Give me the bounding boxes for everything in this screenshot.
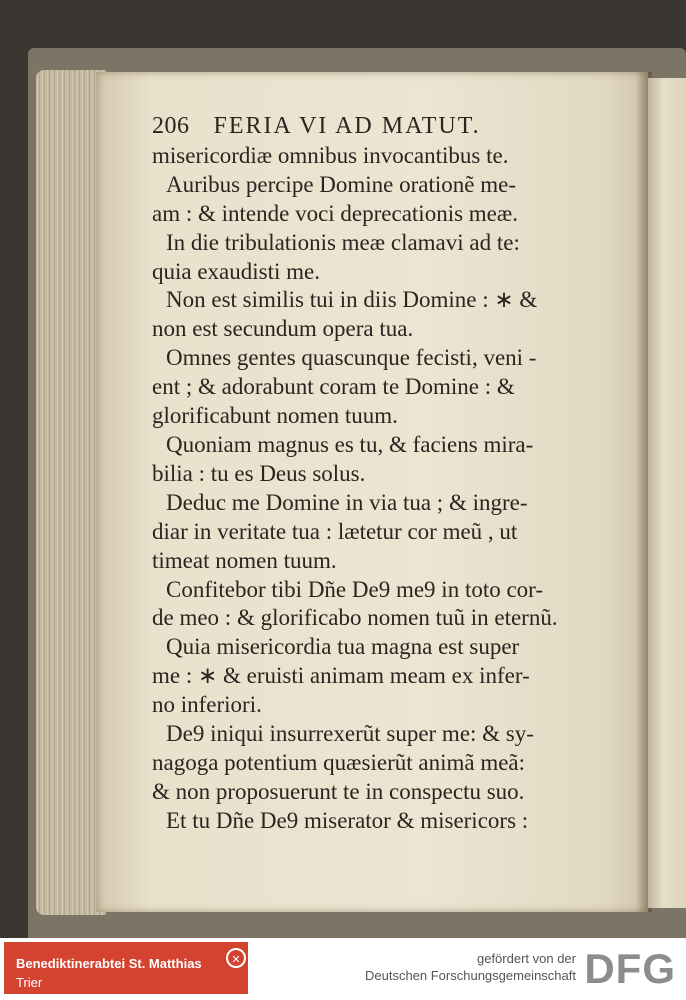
text-line: timeat nomen tuum. (152, 547, 337, 573)
institution-city: Trier (16, 975, 43, 990)
text-line: Non est similis tui in diis Domine : ∗ & (166, 287, 538, 313)
text-line: Quia misericordia tua magna est super (166, 634, 520, 660)
text-lines (152, 142, 622, 836)
text-line: Auribus percipe Domine orationẽ me- (166, 171, 516, 197)
page-header (152, 112, 622, 141)
running-head: FERIA VI AD MATUT. (213, 113, 481, 139)
text-line: bilia : tu es Deus solus. (152, 460, 366, 486)
page-number: 206 (152, 113, 190, 139)
text-line: de meo : & glorificabo nomen tuũ in eternũ. (152, 605, 558, 631)
page-text (152, 112, 622, 836)
text-line: glorificabunt nomen tuum. (152, 403, 398, 429)
institution-banner[interactable] (4, 942, 248, 994)
funder-line-2: Deutschen Forschungsgemeinschaft (364, 968, 576, 983)
text-line: no inferiori. (152, 692, 262, 718)
funder-text (365, 950, 576, 984)
text-line: & non proposuerunt te in conspectu suo. (152, 778, 525, 804)
text-line: am : & intende voci deprecationis meæ. (152, 200, 518, 226)
text-line: ent ; & adorabunt coram te Domine : & (152, 374, 515, 400)
text-line: me : ∗ & eruisti animam meam ex infer- (152, 663, 530, 689)
funder-line-1: gefördert von der (476, 951, 576, 966)
text-line: Et tu Dñe De9 miserator & misericors : (166, 807, 529, 833)
footer-bar (0, 938, 686, 1000)
text-line: Quoniam magnus es tu, & faciens mira- (166, 431, 534, 457)
text-line: De9 iniqui insurrexerũt super me: & sy- (166, 721, 534, 747)
text-line: Confitebor tibi Dñe De9 me9 in toto cor- (166, 576, 544, 602)
institution-name: Benediktinerabtei St. Matthias (16, 956, 202, 971)
text-line: Omnes gentes quascunque fecisti, veni - (166, 345, 537, 371)
text-line: quia exaudisti me. (152, 258, 320, 284)
abbey-logo-icon: ✕ (226, 948, 246, 968)
text-line: misericordiæ omnibus invocantibus te. (152, 142, 509, 168)
dfg-logo[interactable]: DFG (584, 945, 676, 992)
facing-page-edge (648, 78, 686, 908)
text-line: In die tribulationis meæ clamavi ad te: (166, 229, 520, 255)
text-line: diar in veritate tua : lætetur cor meũ , ut (152, 518, 518, 544)
text-line: non est secundum opera tua. (152, 316, 414, 342)
text-line: nagoga potentium quæsierũt animã meã: (152, 749, 526, 775)
text-line: Deduc me Domine in via tua ; & ingre- (166, 489, 528, 515)
